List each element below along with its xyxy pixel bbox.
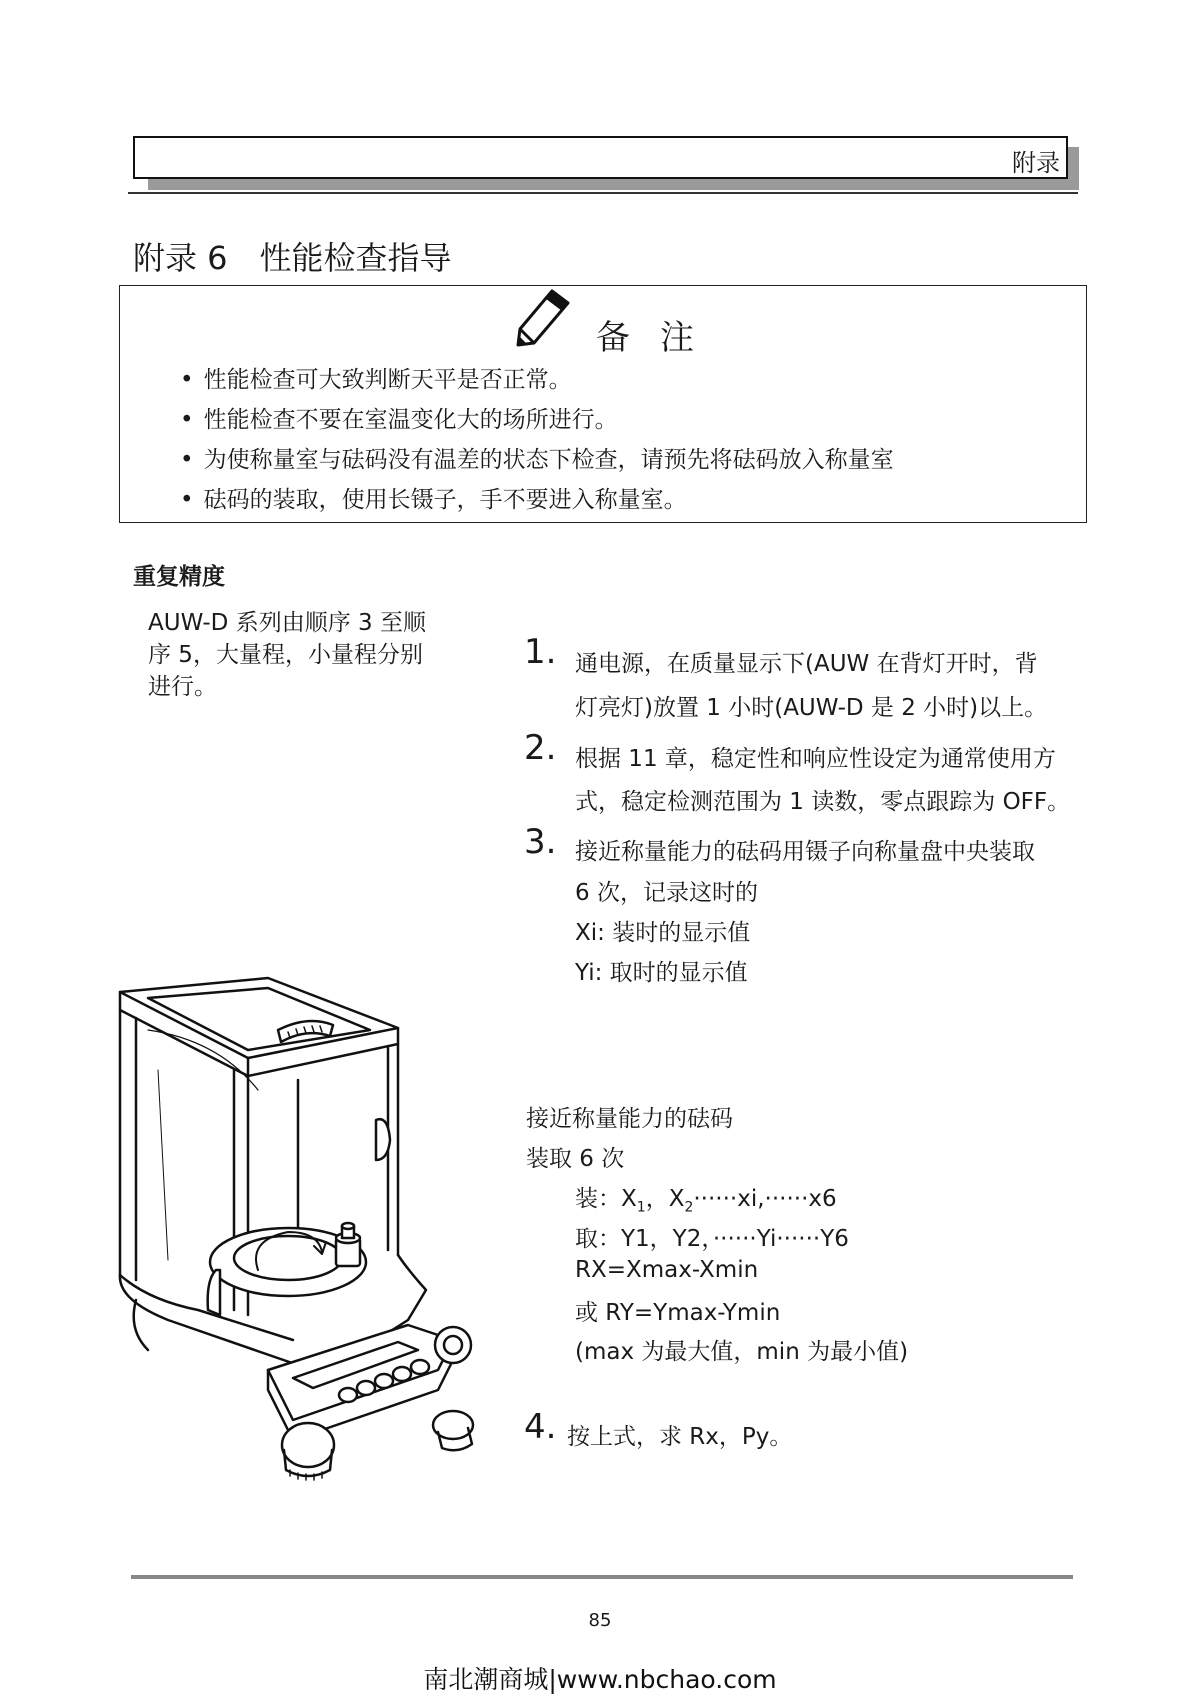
analytical-balance-illustration <box>108 970 518 1490</box>
calc-line: 装取 6 次 <box>526 1146 625 1172</box>
step-line: Xi: 装时的显示值 <box>575 920 751 946</box>
step-number: 1. <box>524 632 557 672</box>
step-line: 通电源，在质量显示下(AUW 在背灯开时，背 <box>575 651 1038 677</box>
header-banner <box>133 136 1068 179</box>
note-list <box>180 360 894 520</box>
site-watermark: 南北潮商城|www.nbchao.com <box>423 1665 777 1694</box>
step-line: 根据 11 章，稳定性和响应性设定为通常使用方 <box>575 746 1056 772</box>
step-number: 3. <box>524 822 557 862</box>
step-line: 按上式，求 Rx，Py。 <box>567 1424 793 1450</box>
page-number: 85 <box>588 1610 612 1631</box>
note-item: • 性能检查可大致判断天平是否正常。 <box>180 360 894 400</box>
calc-explain: (max 为最大值，min 为最小值) <box>575 1339 909 1365</box>
header-label: 附录 <box>1012 149 1060 177</box>
calc-unload-line: 取：Y1，Y2，······Yi······Y6 <box>575 1226 849 1252</box>
step-line: 接近称量能力的砝码用镊子向称量盘中央装取 <box>575 839 1035 865</box>
calc-rx: RX=Xmax-Xmin <box>575 1257 759 1283</box>
footer-rule <box>131 1575 1073 1579</box>
section-left-text: AUW-D 系列由顺序 3 至顺序 5，大量程，小量程分别进行。 <box>148 610 426 700</box>
header-rule <box>128 192 1078 194</box>
step-line: 6 次，记录这时的 <box>575 880 758 906</box>
step-line: 灯亮灯)放置 1 小时(AUW-D 是 2 小时)以上。 <box>575 695 1048 721</box>
calc-line: 接近称量能力的砝码 <box>526 1106 733 1132</box>
step-number: 2. <box>524 728 557 768</box>
page-title: 附录 6 性能检查指导 <box>133 239 452 277</box>
note-item: • 砝码的装取，使用长镊子，手不要进入称量室。 <box>180 480 894 520</box>
pencil-icon <box>512 287 572 349</box>
section-subhead: 重复精度 <box>133 564 225 590</box>
note-item: • 为使称量室与砝码没有温差的状态下检查，请预先将砝码放入称量室 <box>180 440 894 480</box>
calc-load-line: 装：$X_1$，$X_2\cdot\cdot\cdot\cdot\cdot\cdot xi,\cdot\cdot\cdot\cdot\cdot\cdot x6$ <box>575 1186 837 1216</box>
step-line: 式，稳定检测范围为 1 读数，零点跟踪为 OFF。 <box>575 789 1071 815</box>
note-heading: 备注 <box>596 318 724 358</box>
step-number: 4. <box>524 1407 557 1447</box>
note-item: • 性能检查不要在室温变化大的场所进行。 <box>180 400 894 440</box>
step-line: Yi: 取时的显示值 <box>575 960 748 986</box>
calc-ry: 或 RY=Ymax-Ymin <box>575 1300 781 1326</box>
